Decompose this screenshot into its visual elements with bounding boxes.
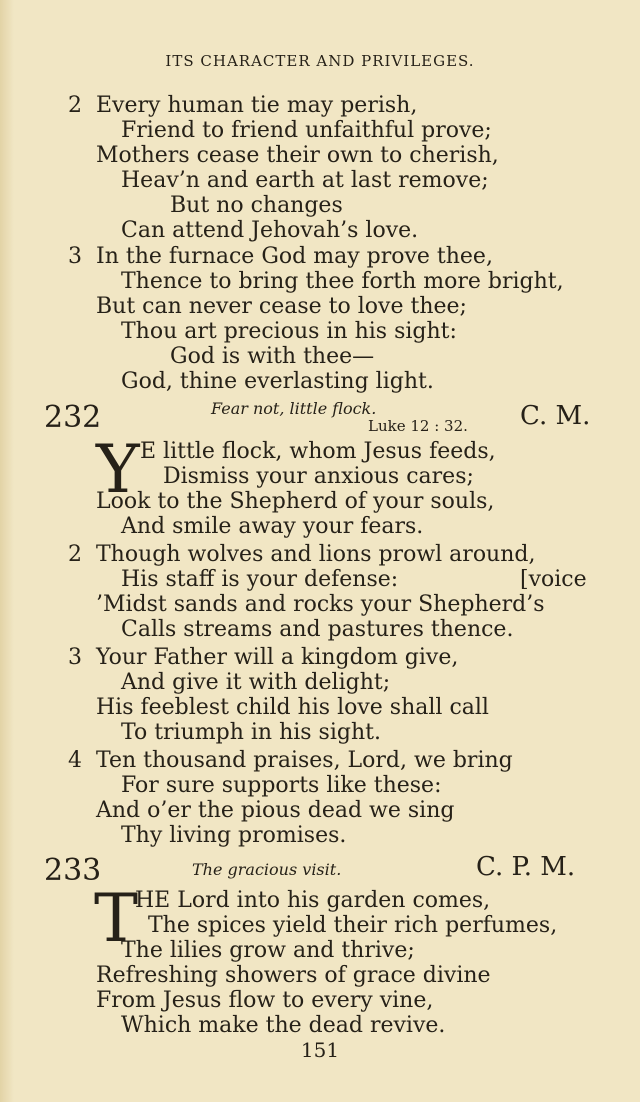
verse-line: And o’er the pious dead we sing — [96, 798, 455, 823]
verse-line: HE Lord into his garden comes, — [135, 888, 491, 913]
hymn-title: The gracious visit. — [192, 860, 342, 879]
verse-line: Thy living promises. — [121, 823, 347, 848]
verse-number: 3 — [68, 244, 82, 269]
verse-line: Calls streams and pastures thence. — [121, 617, 514, 642]
verse-line-turnover: [voice — [520, 567, 587, 592]
verse-line: Though wolves and lions prowl around, — [96, 542, 536, 567]
verse-line: To triumph in his sight. — [121, 720, 381, 745]
hymn-number: 232 — [44, 400, 102, 435]
verse-number: 2 — [68, 542, 82, 567]
verse-line: Dismiss your anxious cares; — [163, 464, 474, 489]
verse-line: The lilies grow and thrive; — [121, 938, 415, 963]
verse-line: God is with thee— — [170, 344, 375, 369]
verse-line: Heav’n and earth at last remove; — [121, 168, 489, 193]
page-number: 151 — [300, 1038, 340, 1062]
verse-line: Thou art precious in his sight: — [121, 319, 457, 344]
verse-line: Your Father will a kingdom give, — [96, 645, 459, 670]
drop-cap: Y — [96, 431, 140, 508]
verse-line: For sure supports like these: — [121, 773, 442, 798]
verse-line: Every human tie may perish, — [96, 93, 418, 118]
verse-number: 2 — [68, 93, 82, 118]
verse-line: His feeblest child his love shall call — [96, 695, 489, 720]
verse-number: 3 — [68, 645, 82, 670]
verse-line: But no changes — [170, 193, 343, 218]
verse-line: Refreshing showers of grace divine — [96, 963, 491, 988]
hymn-title: Fear not, little flock. — [211, 399, 377, 418]
verse-line: Ten thousand praises, Lord, we bring — [96, 748, 513, 773]
verse-line: Thence to bring thee forth more bright, — [121, 269, 564, 294]
drop-cap: T — [94, 880, 139, 957]
verse-line: His staff is your defense: — [121, 567, 399, 592]
verse-line: Can attend Jehovah’s love. — [121, 218, 419, 243]
verse-line: Friend to friend unfaithful prove; — [121, 118, 492, 143]
verse-line: Look to the Shepherd of your souls, — [96, 489, 495, 514]
verse-line: From Jesus flow to every vine, — [96, 988, 434, 1013]
verse-line: But can never cease to love thee; — [96, 294, 467, 319]
verse-number: 4 — [68, 748, 82, 773]
hymn-meter: C. P. M. — [476, 852, 576, 882]
verse-line: In the furnace God may prove thee, — [96, 244, 493, 269]
verse-line: Which make the dead revive. — [121, 1013, 446, 1038]
verse-line: The spices yield their rich perfumes, — [148, 913, 558, 938]
running-header: ITS CHARACTER AND PRIVILEGES. — [165, 52, 475, 70]
verse-line: E little flock, whom Jesus feeds, — [140, 439, 496, 464]
verse-line: ’Midst sands and rocks your Shepherd’s — [96, 592, 545, 617]
page-spine-shadow — [0, 0, 14, 1102]
verse-line: And smile away your fears. — [121, 514, 424, 539]
hymn-meter: C. M. — [520, 401, 591, 431]
verse-line: And give it with delight; — [121, 670, 391, 695]
verse-line: God, thine everlasting light. — [121, 369, 434, 394]
hymn-number: 233 — [44, 853, 102, 888]
verse-line: Mothers cease their own to cherish, — [96, 143, 499, 168]
scripture-reference: Luke 12 : 32. — [368, 417, 468, 435]
